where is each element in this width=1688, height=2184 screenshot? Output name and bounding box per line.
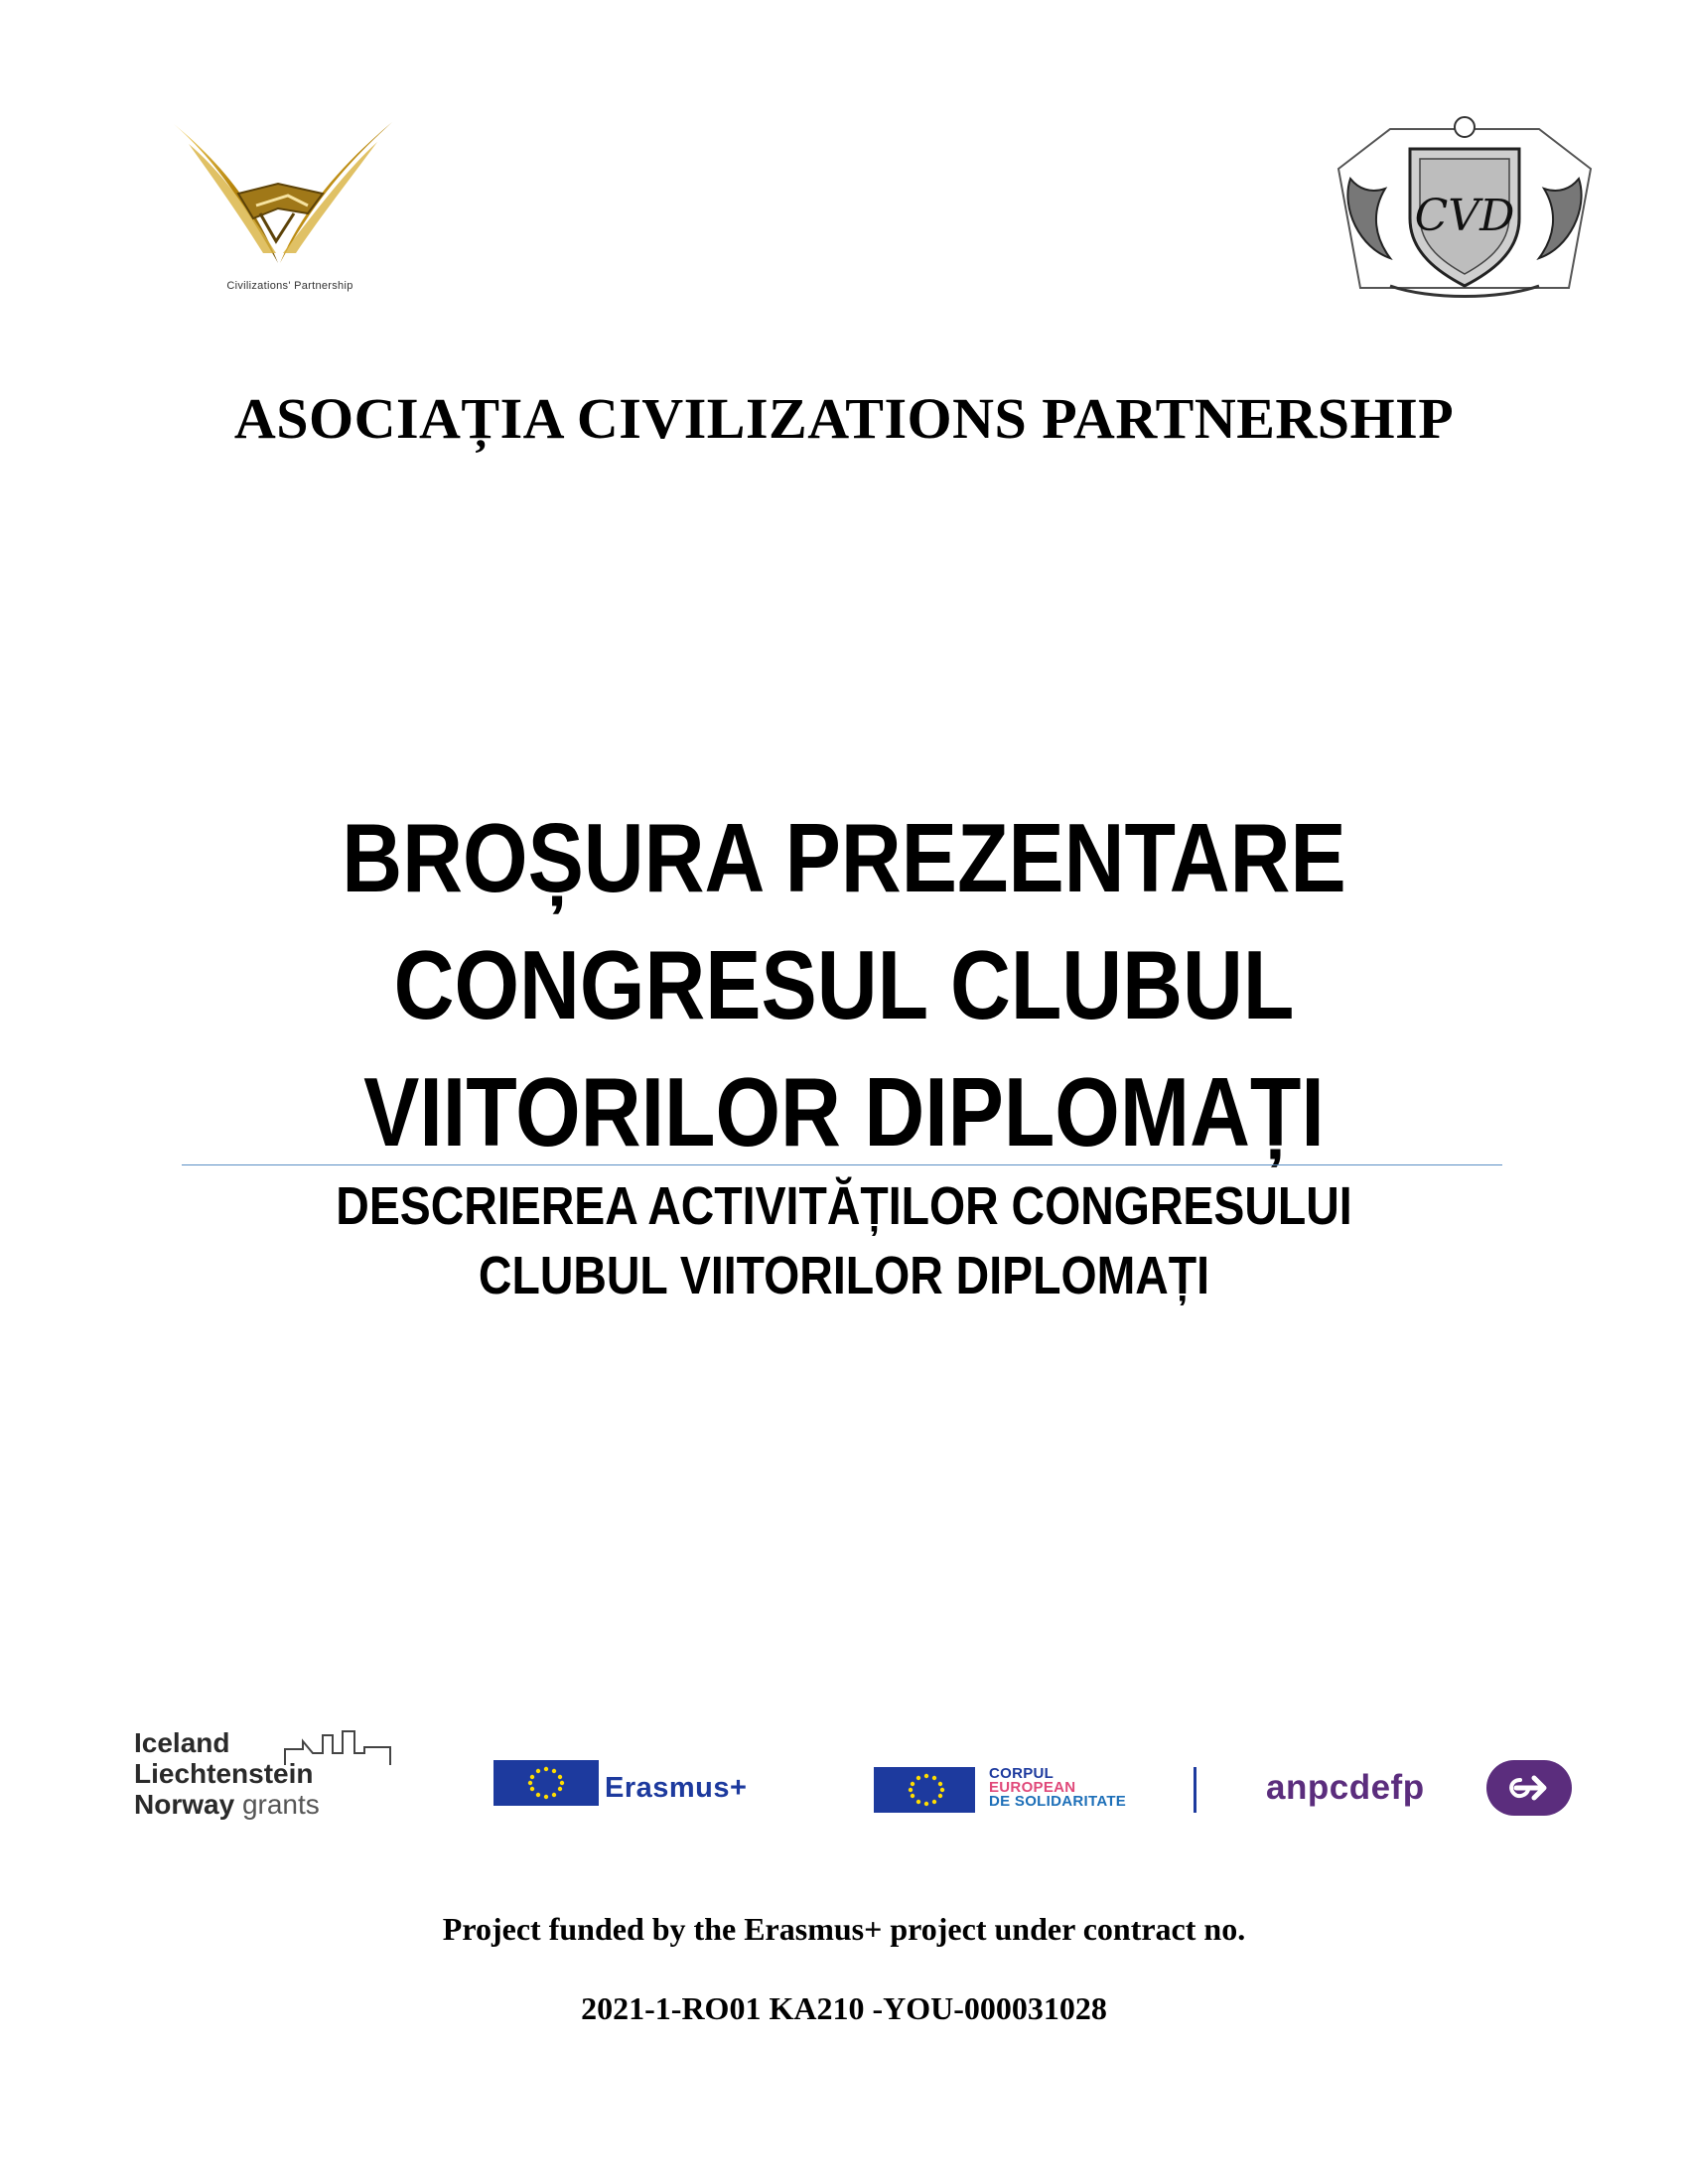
contract-number: 2021-1-RO01 KA210 -YOU-000031028 [581,1990,1107,2026]
eea-line: Iceland [134,1727,230,1758]
subtitle-line: CLUBUL VIITORILOR DIPLOMAȚI [478,1246,1210,1305]
esc-line: EUROPEAN [989,1779,1076,1796]
erasmus-plus-logo [493,1760,811,1810]
eea-line: Liechtenstein [134,1758,314,1789]
organization-name: ASOCIAȚIA CIVILIZATIONS PARTNERSHIP [233,386,1455,451]
eu-flag-icon [874,1767,975,1813]
crest-shield-icon [1331,109,1599,313]
title-line: VIITORILOR DIPLOMAȚI [363,1057,1325,1166]
anpcdefp-arrow-icon [1486,1760,1572,1816]
civilizations-partnership-logo [169,114,397,303]
eea-suffix: grants [241,1789,320,1820]
eea-line: Norway [134,1789,235,1820]
esc-divider [1194,1767,1196,1813]
club-crest-logo [1331,109,1599,313]
logo-caption: Civilizations' Partnership [226,280,353,292]
subtitle-line: DESCRIEREA ACTIVITĂȚILOR CONGRESULUI [336,1176,1352,1236]
grants-skyline-icon [283,1729,392,1767]
main-title [118,794,1570,1175]
esc-line: DE SOLIDARITATE [989,1793,1127,1810]
title-line: CONGRESUL CLUBUL [393,930,1295,1039]
anpcdefp-label: anpcdefp [1266,1768,1425,1807]
title-line: BROȘURA PREZENTARE [342,803,1346,912]
funding-statement: Project funded by the Erasmus+ project under contract no. [442,1911,1246,1947]
title-divider [182,1164,1502,1165]
crest-initials: CVD [1414,191,1515,241]
eea-norway-grants-logo [134,1727,402,1846]
esc-line: CORPUL [989,1765,1055,1782]
european-solidarity-corps-logo [874,1767,1201,1817]
anpcdefp-logo [1266,1760,1584,1820]
subtitle [118,1171,1570,1310]
winged-handshake-icon [169,114,397,273]
eu-flag-icon [493,1760,599,1806]
erasmus-label: Erasmus+ [605,1772,748,1804]
